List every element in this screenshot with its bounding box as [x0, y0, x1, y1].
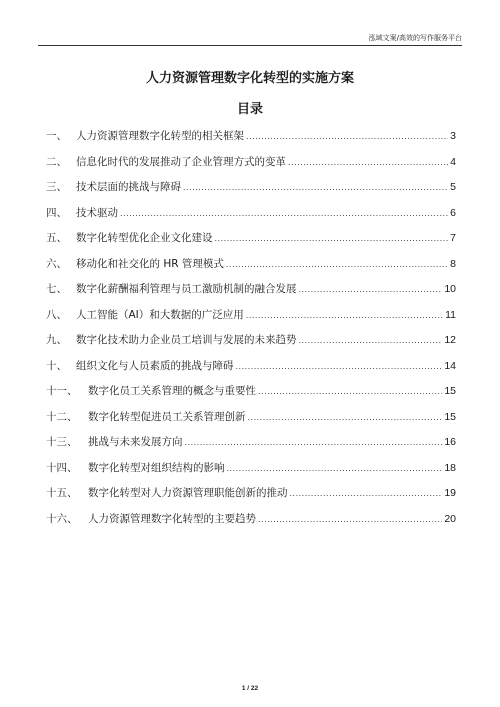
toc-entry[interactable] — [46, 307, 456, 333]
toc-dot-leader — [258, 387, 442, 396]
toc-entry-page: 20 — [444, 512, 456, 525]
toc-entry-number: 十三、 — [46, 436, 78, 448]
toc-dot-leader — [226, 260, 448, 269]
toc-dot-leader — [299, 285, 443, 294]
toc-entry-number: 七、 — [46, 283, 67, 295]
toc-entry-page: 6 — [450, 206, 456, 219]
toc-entry-number: 三、 — [46, 181, 67, 193]
toc-entry[interactable] — [46, 128, 456, 154]
toc-entry-page: 8 — [450, 257, 456, 270]
toc-entry-number: 十、 — [46, 359, 67, 372]
toc-entry[interactable] — [46, 256, 456, 282]
toc-entry-number: 十二、 — [46, 410, 78, 423]
toc-entry-title: 人工智能（AI）和大数据的广泛应用 — [76, 308, 244, 321]
toc-entry-title: 数字化技术助力企业员工培训与发展的未来趋势 — [76, 334, 297, 346]
toc-entry[interactable] — [46, 281, 456, 307]
table-of-contents — [46, 128, 456, 536]
toc-entry[interactable] — [46, 409, 456, 435]
toc-entry-number: 五、 — [46, 232, 67, 244]
toc-entry[interactable] — [46, 154, 456, 180]
toc-entry[interactable] — [46, 358, 456, 384]
toc-entry-title: 数字化员工关系管理的概念与重要性 — [88, 385, 256, 397]
toc-entry-page: 11 — [445, 308, 456, 321]
toc-dot-leader — [258, 515, 442, 524]
toc-entry-page: 14 — [444, 359, 456, 372]
toc-entry[interactable] — [46, 511, 456, 537]
toc-entry-title: 挑战与未来发展方向 — [88, 436, 183, 448]
toc-entry-title: 人力资源管理数字化转型的相关框架 — [76, 130, 244, 142]
toc-dot-leader — [246, 132, 448, 141]
toc-dot-leader — [248, 413, 443, 422]
toc-entry-page: 18 — [444, 461, 456, 474]
toc-entry[interactable] — [46, 383, 456, 409]
toc-entry-number: 六、 — [46, 257, 67, 270]
toc-entry-page: 4 — [450, 155, 456, 168]
toc-entry-title: 组织文化与人员素质的挑战与障碍 — [76, 359, 234, 372]
toc-entry-page: 15 — [444, 410, 456, 423]
toc-dot-leader — [183, 183, 448, 192]
document-title: 人力资源管理数字化转型的实施方案 — [145, 71, 354, 86]
toc-entry-number: 十五、 — [46, 487, 78, 499]
page-number: 1 / 22 — [241, 685, 259, 692]
toc-entry-number: 一、 — [46, 130, 67, 142]
toc-entry[interactable] — [46, 332, 456, 358]
toc-dot-leader — [185, 438, 443, 447]
toc-entry[interactable] — [46, 434, 456, 460]
page-header: 泓域文案/高效的写作服务平台 — [368, 34, 462, 42]
toc-entry-page: 10 — [444, 283, 456, 295]
toc-dot-leader — [215, 234, 449, 243]
toc-entry[interactable] — [46, 179, 456, 205]
toc-entry-number: 十六、 — [46, 512, 78, 525]
toc-entry-title: 数字化转型促进员工关系管理创新 — [88, 410, 246, 423]
toc-entry-number: 十一、 — [46, 385, 78, 397]
toc-entry-title: 数字化转型优化企业文化建设 — [76, 232, 213, 244]
toc-entry[interactable] — [46, 460, 456, 486]
toc-entry-page: 5 — [450, 181, 456, 193]
header-divider — [38, 45, 462, 46]
toc-entry-number: 四、 — [46, 206, 67, 219]
toc-entry-number: 十四、 — [46, 461, 78, 474]
toc-entry-title: 信息化时代的发展推动了企业管理方式的变革 — [76, 155, 286, 168]
toc-entry-number: 二、 — [46, 155, 67, 168]
toc-dot-leader — [236, 362, 443, 371]
toc-entry[interactable] — [46, 230, 456, 256]
toc-entry-page: 7 — [450, 232, 456, 244]
toc-entry-number: 九、 — [46, 334, 67, 346]
toc-entry-title: 数字化薪酬福利管理与员工激励机制的融合发展 — [76, 283, 297, 295]
toc-dot-leader — [288, 158, 448, 167]
toc-entry-page: 19 — [444, 487, 456, 499]
toc-entry-page: 3 — [450, 130, 456, 142]
toc-entry-page: 12 — [444, 334, 456, 346]
toc-entry-title: 技术层面的挑战与障碍 — [76, 181, 181, 193]
toc-entry[interactable] — [46, 205, 456, 231]
toc-entry-title: 数字化转型对人力资源管理职能创新的推动 — [88, 487, 288, 499]
toc-entry-title: 人力资源管理数字化转型的主要趋势 — [88, 512, 256, 525]
toc-dot-leader — [120, 209, 448, 218]
toc-dot-leader — [227, 464, 443, 473]
toc-dot-leader — [246, 311, 443, 320]
toc-entry-page: 15 — [444, 385, 456, 397]
toc-entry-page: 16 — [444, 436, 456, 448]
toc-heading: 目录 — [236, 102, 263, 117]
toc-dot-leader — [290, 489, 443, 498]
toc-entry-title: 数字化转型对组织结构的影响 — [88, 461, 225, 474]
toc-dot-leader — [299, 336, 443, 345]
toc-entry-title: 移动化和社交化的 HR 管理模式 — [76, 257, 224, 270]
toc-entry-title: 技术驱动 — [76, 206, 118, 219]
toc-entry-number: 八、 — [46, 308, 67, 321]
toc-entry[interactable] — [46, 485, 456, 511]
